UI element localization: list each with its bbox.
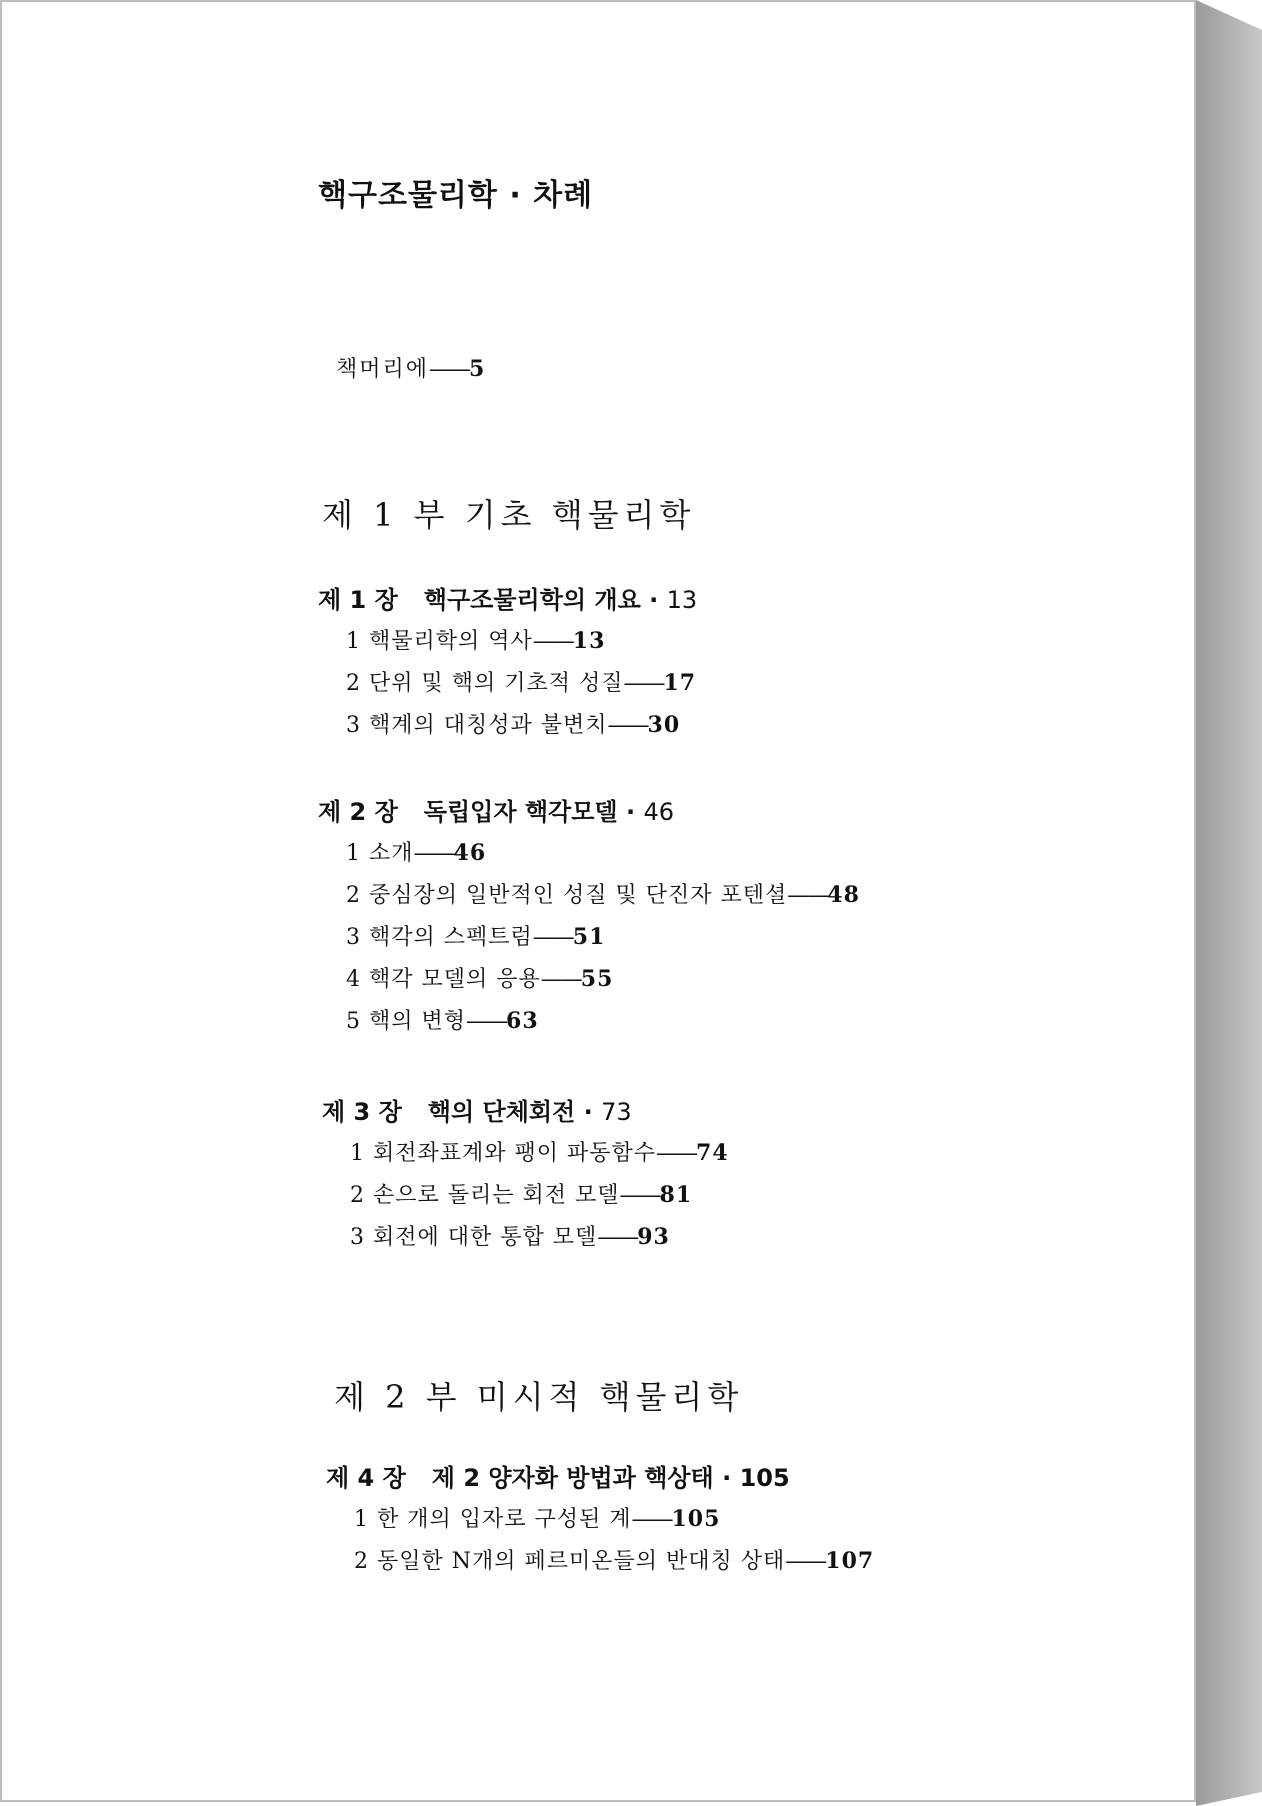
section-number: 2 [346,883,361,908]
chapter-page: 73 [601,1098,632,1126]
separator-dot: · [649,586,659,614]
section-page: 48 [827,882,860,908]
section-number: 2 [354,1549,369,1574]
leader-dash: —— [597,1225,638,1250]
section-title: 핵각 모델의 응용 [369,967,541,992]
page-title: 핵구조물리학 · 차례 [318,178,594,213]
leader-dash: —— [656,1141,697,1166]
chapter-name: 핵구조물리학의 개요 [423,586,641,614]
chapter-page: 105 [739,1464,790,1492]
leader-dash: —— [631,1507,672,1532]
chapter-number: 제 4 장 [326,1464,406,1492]
chapter-2 [318,792,860,1042]
section-page: 105 [671,1506,721,1532]
section-page: 13 [572,628,606,654]
chapter-name: 제 2 양자화 방법과 핵상태 [431,1464,714,1492]
toc-section [326,1540,874,1582]
section-number: 3 [346,713,361,738]
section-page: 51 [572,924,606,950]
separator-dot: · [583,1098,593,1126]
leader-dash: —— [540,967,581,992]
chapter-title [318,792,860,832]
toc-section [318,958,860,1000]
section-number: 1 [346,841,361,866]
section-title: 핵계의 대칭성과 불변치 [369,713,608,738]
chapter-number: 제 1 장 [318,586,398,614]
toc-section [318,832,860,874]
chapter-1 [318,580,697,746]
chapter-page: 13 [666,586,698,614]
toc-section [318,1000,860,1042]
section-number: 2 [346,671,361,696]
toc-section [326,1498,874,1540]
section-title: 단위 및 핵의 기초적 성질 [369,671,624,696]
chapter-number: 제 2 장 [318,798,398,826]
section-page: 63 [506,1008,539,1034]
chapter-page: 46 [643,798,674,826]
toc-section [318,704,697,746]
book-spine-edge [1196,0,1262,1806]
section-number: 1 [350,1141,365,1166]
preface-label: 책머리에 [336,357,430,382]
section-page: 17 [663,670,697,696]
chapter-name: 독립입자 핵각모델 [423,798,618,826]
section-title: 손으로 돌리는 회전 모델 [373,1183,620,1208]
chapter-number: 제 3 장 [322,1098,402,1126]
toc-section [322,1132,729,1174]
section-number: 1 [354,1507,369,1532]
leader-dash: —— [532,925,573,950]
section-number: 4 [346,967,361,992]
section-page: 81 [659,1182,693,1208]
section-title: 소개 [369,841,414,866]
section-page: 30 [647,712,681,738]
section-title: 핵의 변형 [369,1009,467,1034]
section-page: 93 [637,1224,670,1250]
toc-preface [336,352,486,383]
section-title: 핵물리학의 역사 [369,629,533,654]
toc-section [318,916,860,958]
leader-dash: —— [787,883,828,908]
section-number: 2 [350,1183,365,1208]
toc-section [322,1216,729,1258]
section-page: 46 [453,840,487,866]
chapter-title [322,1092,729,1132]
leader-dash: —— [619,1183,660,1208]
chapter-title [326,1458,874,1498]
leader-dash: —— [623,671,664,696]
section-page: 74 [696,1140,729,1166]
section-number: 5 [346,1009,361,1034]
section-number: 3 [346,925,361,950]
toc-section [318,620,697,662]
preface-page: 5 [469,356,487,382]
separator-dot: · [722,1464,732,1492]
section-page: 55 [580,966,614,992]
section-title: 동일한 N개의 페르미온들의 반대칭 상태 [377,1549,786,1574]
section-page: 107 [825,1548,875,1574]
part-1-title: 제 1 부 기초 핵물리학 [322,496,696,534]
chapter-3 [322,1092,729,1258]
section-number: 1 [346,629,361,654]
chapter-name: 핵의 단체회전 [427,1098,576,1126]
leader-dash: —— [466,1009,507,1034]
leader-dash: —— [413,841,454,866]
section-title: 회전에 대한 통합 모델 [373,1225,598,1250]
section-title: 한 개의 입자로 구성된 계 [377,1507,632,1532]
part-2-title: 제 2 부 미시적 핵물리학 [334,1378,744,1416]
toc-section [318,874,860,916]
leader-dash: —— [607,713,648,738]
chapter-title [318,580,697,620]
toc-section [322,1174,729,1216]
section-title: 중심장의 일반적인 성질 및 단진자 포텐셜 [369,883,788,908]
leader-dash: —— [785,1549,826,1574]
leader-dash: —— [532,629,573,654]
separator-dot: · [625,798,636,826]
leader-dash: —— [429,357,470,382]
chapter-4 [326,1458,874,1582]
toc-section [318,662,697,704]
section-number: 3 [350,1225,365,1250]
section-title: 핵각의 스펙트럼 [369,925,533,950]
section-title: 회전좌표계와 팽이 파동함수 [373,1141,657,1166]
